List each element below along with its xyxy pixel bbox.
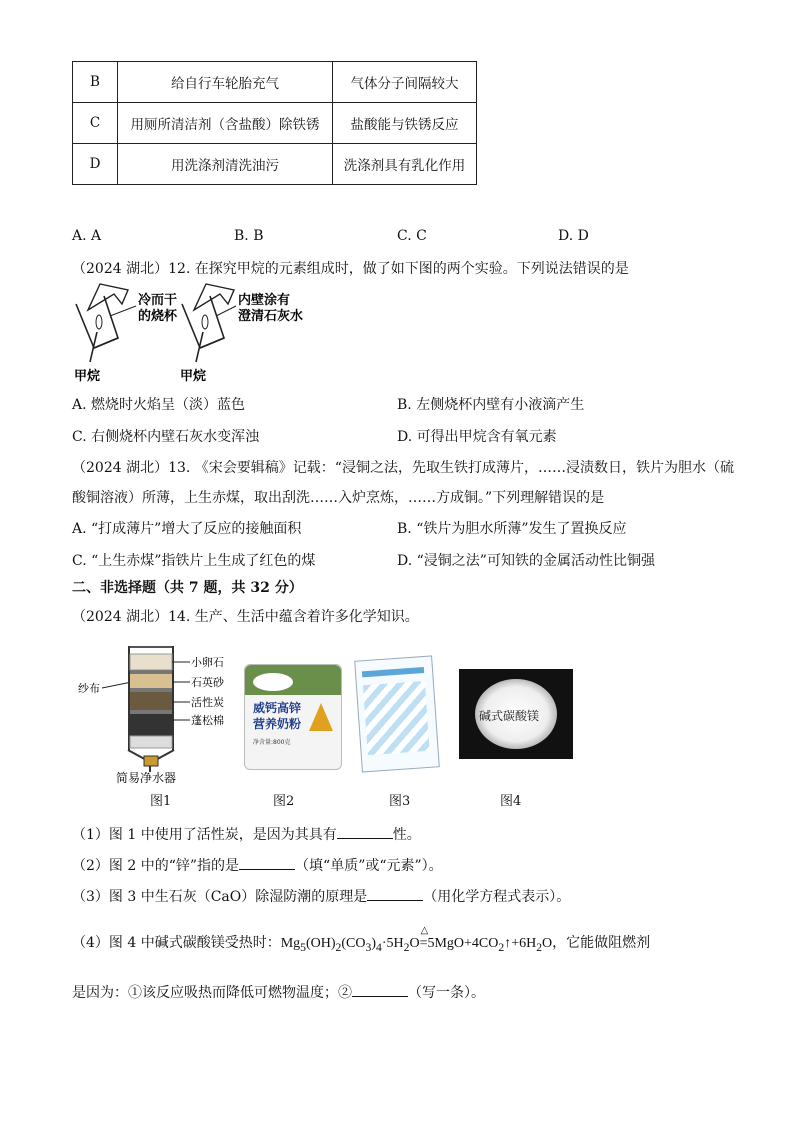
sub1-text: （1）图 1 中使用了活性炭，是因为其具有 bbox=[72, 827, 337, 843]
sub4-suffix: ，它能做阻燃剂 bbox=[552, 935, 651, 951]
q13-option-c[interactable]: C. “上生赤煤”指铁片上生成了红色的煤 bbox=[72, 553, 316, 569]
sub3-text: （3）图 3 中生石灰（CaO）除湿防潮的原理是 bbox=[72, 889, 368, 905]
q12-option-b[interactable]: B. 左侧烧杯内壁有小液滴产生 bbox=[397, 397, 585, 413]
answer-blank-2[interactable] bbox=[239, 857, 295, 870]
chemical-equation: $Mg_5(OH)_2(CO_3)_4\cdot 5H_2O$ △ $=5MgO+4CO_2↑+6H_2O$ bbox=[280, 925, 553, 954]
magnesium-carbonate-label: 碱式碳酸镁 bbox=[479, 709, 540, 723]
milk-powder-can-image bbox=[244, 664, 342, 770]
row-action: 给自行车轮胎充气 bbox=[118, 62, 333, 103]
fig2-caption: 图2 bbox=[273, 794, 295, 809]
methane-experiment-figure bbox=[70, 282, 330, 386]
magnesium-carbonate-image bbox=[459, 669, 573, 759]
layer-sand-label: 石英砂 bbox=[191, 676, 224, 689]
water-purifier-figure bbox=[74, 640, 264, 785]
q14-sub4 bbox=[72, 925, 651, 954]
milk-can-weight: 净含量:800克 bbox=[253, 739, 291, 746]
right-gas-label: 甲烷 bbox=[180, 369, 207, 384]
gauze-label: 纱布 bbox=[78, 682, 100, 695]
q13-stem-line2: 酸铜溶液）所薄，上生赤煤，取出刮洗……入炉烹炼，……方成铜。”下列理解错误的是 bbox=[72, 490, 605, 506]
left-beaker-label-1: 冷而干 bbox=[138, 293, 178, 308]
q14-stem: （2024 湖北）14. 生产、生活中蕴含着许多化学知识。 bbox=[72, 609, 419, 625]
q11-option-b[interactable]: B. B bbox=[234, 228, 264, 244]
left-beaker-label-2: 的烧杯 bbox=[138, 309, 178, 324]
q14-sub4-line2 bbox=[72, 982, 485, 1002]
right-beaker-label-2: 澄清石灰水 bbox=[238, 309, 304, 324]
answer-blank-4[interactable] bbox=[352, 984, 408, 997]
left-beaker-icon bbox=[76, 284, 128, 362]
q12-option-d[interactable]: D. 可得出甲烷含有氧元素 bbox=[397, 429, 557, 445]
row-letter: C bbox=[73, 103, 118, 144]
table-row bbox=[73, 144, 477, 185]
sub4-line2-text: 是因为：①该反应吸热而降低可燃物温度；② bbox=[72, 985, 352, 1001]
q12-stem: （2024 湖北）12. 在探究甲烷的元素组成时，做了如下图的两个实验。下列说法错误的是 bbox=[72, 261, 629, 277]
q11-option-a[interactable]: A. A bbox=[72, 228, 102, 244]
q14-sub2 bbox=[72, 855, 443, 875]
row-letter: B bbox=[73, 62, 118, 103]
milk-can-text-2: 营养奶粉 bbox=[253, 717, 302, 731]
layer-cotton-label: 蓬松棉 bbox=[191, 714, 224, 727]
row-reason: 气体分子间隔较大 bbox=[333, 62, 477, 103]
q13-option-d[interactable]: D. “浸铜之法”可知铁的金属活动性比铜强 bbox=[397, 553, 655, 569]
table-row bbox=[73, 103, 477, 144]
q13-stem-line1: （2024 湖北）13. 《宋会要辑稿》记载：“浸铜之法，先取生铁打成薄片，……浸渍数日，铁片为胆水（硫 bbox=[72, 460, 734, 476]
q14-sub1 bbox=[72, 824, 421, 844]
purifier-caption: 简易净水器 bbox=[116, 771, 177, 785]
q12-option-c[interactable]: C. 右侧烧杯内壁石灰水变浑浊 bbox=[72, 429, 260, 445]
section-title: 二、非选择题（共 7 题，共 32 分） bbox=[72, 580, 303, 596]
fig1-caption: 图1 bbox=[150, 794, 172, 809]
sub2-tail: （填“单质”或“元素”）。 bbox=[295, 858, 443, 874]
sub1-tail: 性。 bbox=[392, 827, 421, 843]
milk-can-text-1: 威钙高锌 bbox=[253, 701, 302, 715]
desiccant-packet-image bbox=[354, 655, 440, 772]
row-reason: 盐酸能与铁锈反应 bbox=[333, 103, 477, 144]
row-reason: 洗涤剂具有乳化作用 bbox=[333, 144, 477, 185]
q13-option-a[interactable]: A. “打成薄片”增大了反应的接触面积 bbox=[72, 521, 302, 537]
options-table bbox=[72, 61, 477, 185]
right-beaker-icon bbox=[182, 284, 234, 362]
q13-option-b[interactable]: B. “铁片为胆水所薄”发生了置换反应 bbox=[397, 521, 627, 537]
sub4-prefix: （4）图 4 中碱式碳酸镁受热时： bbox=[72, 935, 281, 951]
right-beaker-label-1: 内壁涂有 bbox=[238, 293, 291, 308]
q11-option-c[interactable]: C. C bbox=[397, 228, 427, 244]
row-action: 用厕所清洁剂（含盐酸）除铁锈 bbox=[118, 103, 333, 144]
q14-sub3 bbox=[72, 886, 570, 906]
layer-pebble-label: 小卵石 bbox=[191, 656, 224, 669]
row-letter: D bbox=[73, 144, 118, 185]
q11-option-d[interactable]: D. D bbox=[558, 228, 589, 244]
fig3-caption: 图3 bbox=[389, 794, 411, 809]
fig4-caption: 图4 bbox=[500, 794, 522, 809]
q12-option-a[interactable]: A. 燃烧时火焰呈（淡）蓝色 bbox=[72, 397, 246, 413]
sub2-text: （2）图 2 中的“锌”指的是 bbox=[72, 858, 240, 874]
left-gas-label: 甲烷 bbox=[74, 369, 101, 384]
answer-blank-3[interactable] bbox=[367, 888, 423, 901]
row-action: 用洗涤剂清洗油污 bbox=[118, 144, 333, 185]
sub4-line2-tail: （写一条）。 bbox=[408, 985, 485, 1001]
answer-blank-1[interactable] bbox=[337, 826, 393, 839]
layer-carbon-label: 活性炭 bbox=[191, 696, 224, 709]
sub3-tail: （用化学方程式表示）。 bbox=[423, 889, 571, 905]
table-row bbox=[73, 62, 477, 103]
